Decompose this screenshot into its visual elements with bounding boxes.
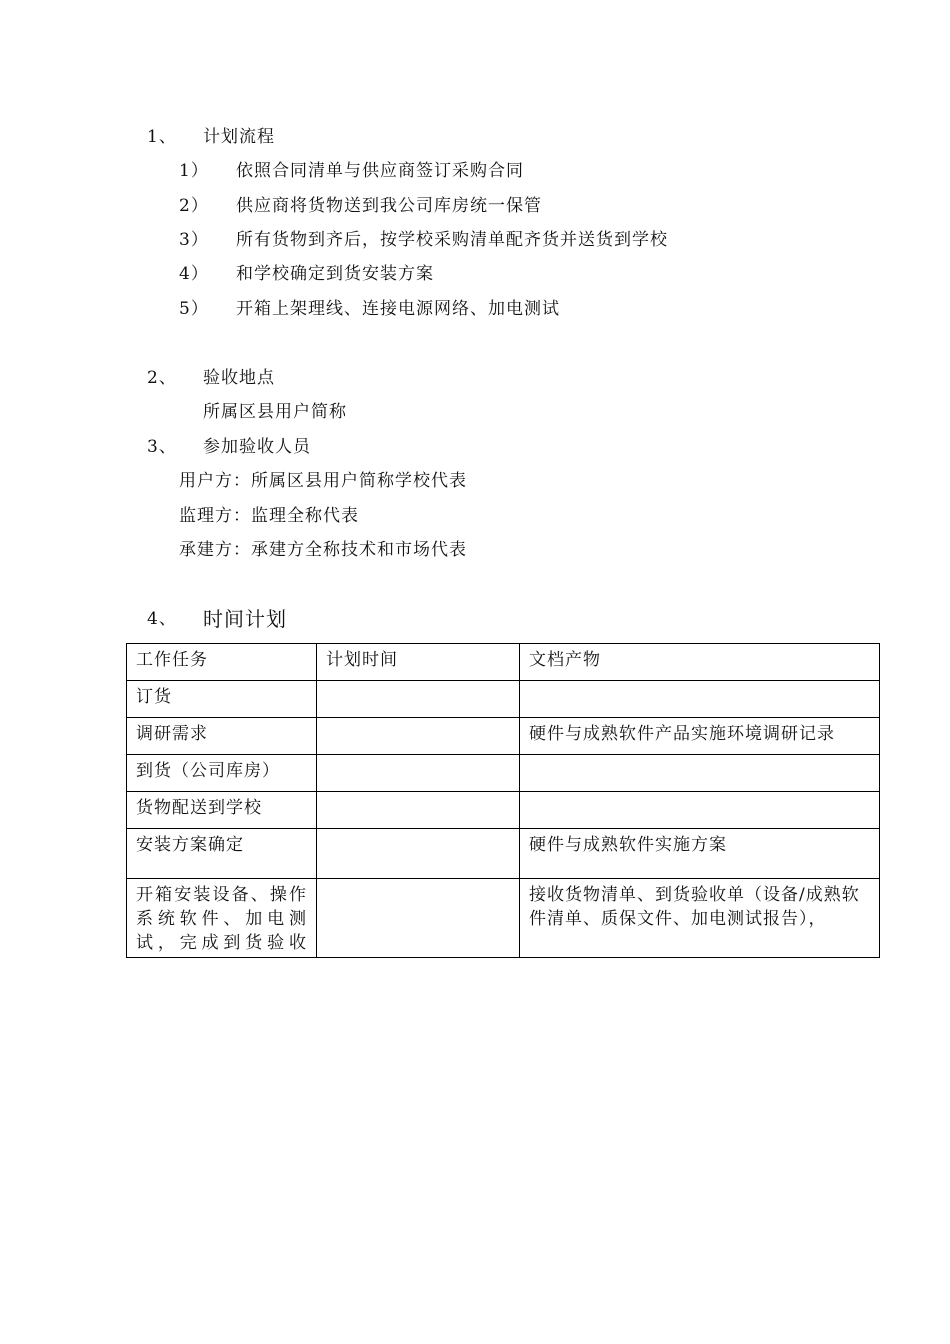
list-item-text: 依照合同清单与供应商签订采购合同 <box>236 161 524 181</box>
participant-user: 用户方：所属区县用户简称学校代表 <box>179 471 467 491</box>
cell-task: 订货 <box>127 681 317 718</box>
cell-time <box>317 718 520 755</box>
list-item-text: 供应商将货物送到我公司库房统一保管 <box>236 196 542 216</box>
cell-task: 安装方案确定 <box>127 829 317 879</box>
table-row <box>127 792 880 829</box>
cell-doc: 硬件与成熟软件实施方案 <box>520 829 880 879</box>
header-time: 计划时间 <box>317 644 520 681</box>
section-number: 2、 <box>147 368 177 388</box>
cell-time <box>317 829 520 879</box>
cell-time <box>317 792 520 829</box>
cell-task: 调研需求 <box>127 718 317 755</box>
participant-contractor: 承建方：承建方全称技术和市场代表 <box>179 540 467 560</box>
list-item-number: 3） <box>179 230 209 250</box>
section-number: 3、 <box>147 437 177 457</box>
section-number: 1、 <box>147 127 177 147</box>
table-row <box>127 755 880 792</box>
cell-task: 开箱安装设备、操作系统软件、加电测试，完成到货验收 <box>127 879 317 958</box>
table-row <box>127 829 880 879</box>
cell-doc <box>520 792 880 829</box>
list-item-number: 2） <box>179 196 209 216</box>
list-item-number: 1） <box>179 161 209 181</box>
list-item-text: 开箱上架理线、连接电源网络、加电测试 <box>236 299 560 319</box>
section-number: 4、 <box>147 609 177 629</box>
list-item-number: 4） <box>179 264 209 284</box>
cell-doc <box>520 681 880 718</box>
participant-supervisor: 监理方：监理全称代表 <box>179 506 359 526</box>
cell-doc: 硬件与成熟软件产品实施环境调研记录 <box>520 718 880 755</box>
section-title: 计划流程 <box>203 127 275 147</box>
header-doc: 文档产物 <box>520 644 880 681</box>
cell-time <box>317 879 520 958</box>
cell-task: 到货（公司库房） <box>127 755 317 792</box>
section-title: 时间计划 <box>203 607 287 631</box>
section-title: 验收地点 <box>203 368 275 388</box>
cell-task: 货物配送到学校 <box>127 792 317 829</box>
list-item-text: 所有货物到齐后，按学校采购清单配齐货并送货到学校 <box>236 230 668 250</box>
list-item-number: 5） <box>179 299 209 319</box>
table-row <box>127 681 880 718</box>
cell-time <box>317 681 520 718</box>
header-task: 工作任务 <box>127 644 317 681</box>
table-row <box>127 879 880 958</box>
list-item-text: 和学校确定到货安装方案 <box>236 264 434 284</box>
cell-doc: 接收货物清单、到货验收单（设备/成熟软件清单、质保文件、加电测试报告）， <box>520 879 880 958</box>
section-title: 参加验收人员 <box>203 437 311 457</box>
table-header-row <box>127 644 880 681</box>
cell-time <box>317 755 520 792</box>
cell-doc <box>520 755 880 792</box>
time-plan-table <box>126 643 880 958</box>
table-row <box>127 718 880 755</box>
acceptance-location: 所属区县用户简称 <box>203 402 347 422</box>
